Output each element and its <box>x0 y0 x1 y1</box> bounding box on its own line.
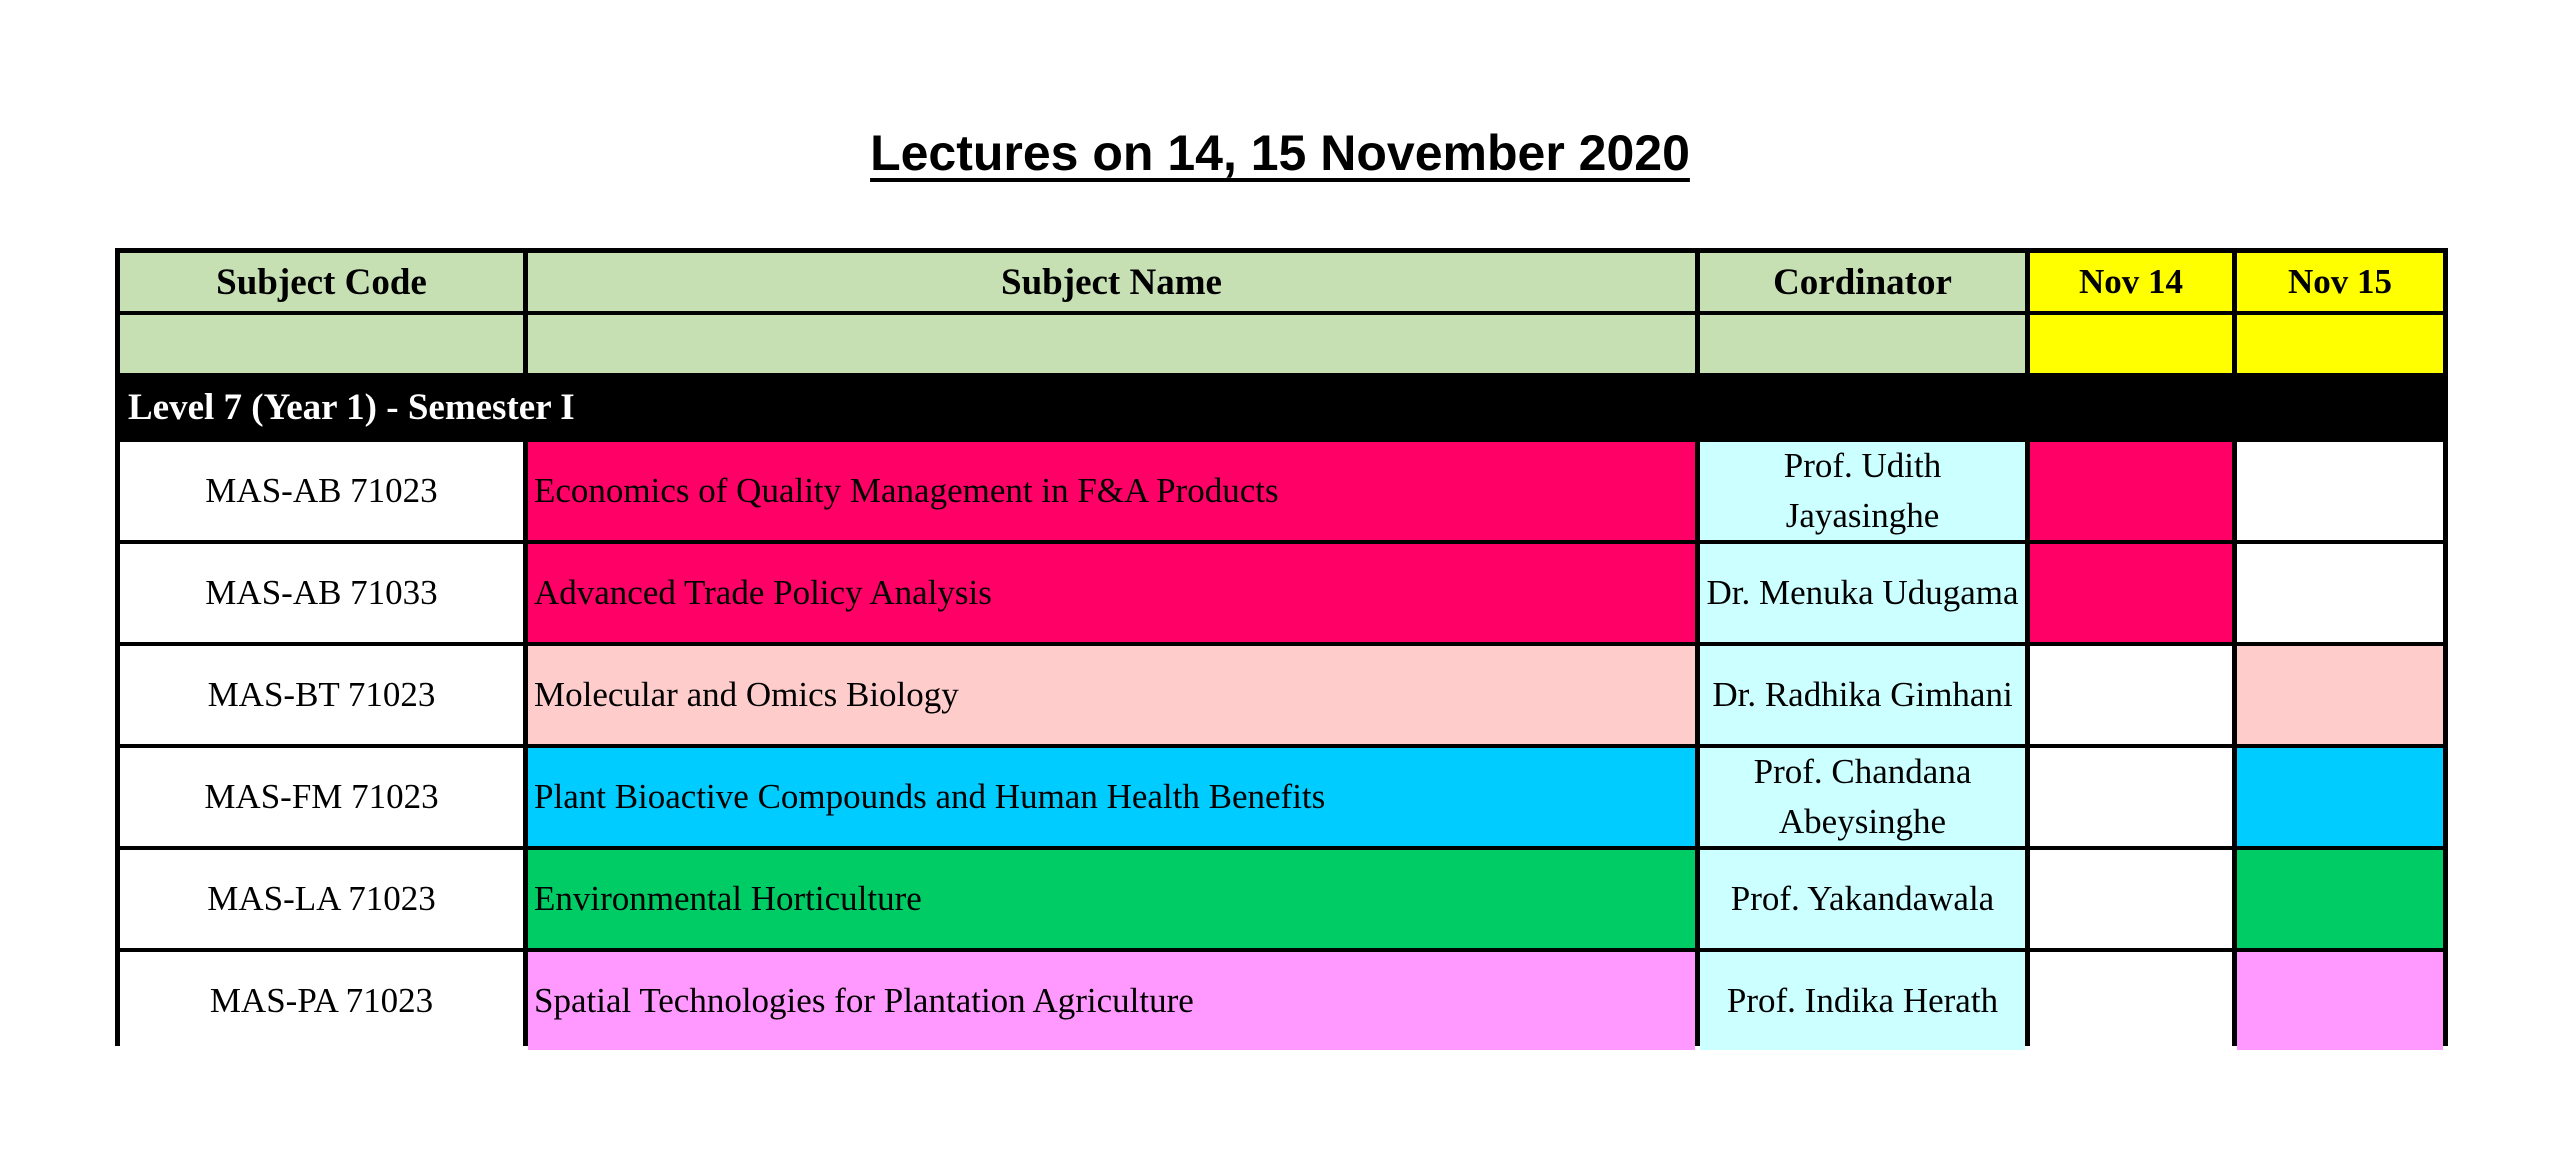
nov-14-cell <box>2030 646 2232 744</box>
subject-name-cell: Molecular and Omics Biology <box>528 646 1695 744</box>
subject-code-cell: MAS-AB 71033 <box>120 544 523 642</box>
header-spacer-nov-14 <box>2030 315 2232 373</box>
nov-15-cell <box>2237 646 2443 744</box>
subject-code-cell: MAS-AB 71023 <box>120 442 523 540</box>
section-label: Level 7 (Year 1) - Semester I <box>120 377 2443 438</box>
subject-code-cell: MAS-FM 71023 <box>120 748 523 846</box>
nov-15-cell <box>2237 952 2443 1050</box>
header-spacer-nov-15 <box>2237 315 2443 373</box>
lecture-schedule-table <box>115 248 2448 1046</box>
header-spacer-name <box>528 315 1695 373</box>
coordinator-cell: Prof. Chandana Abeysinghe <box>1700 748 2025 846</box>
nov-15-cell <box>2237 544 2443 642</box>
subject-name-cell: Economics of Quality Management in F&A Products <box>528 442 1695 540</box>
header-subject-code: Subject Code <box>120 253 523 311</box>
header-subject-name: Subject Name <box>528 253 1695 311</box>
page-title: Lectures on 14, 15 November 2020 <box>870 125 1690 181</box>
coordinator-cell: Dr. Menuka Udugama <box>1700 544 2025 642</box>
nov-15-cell <box>2237 442 2443 540</box>
nov-14-cell <box>2030 442 2232 540</box>
nov-15-cell <box>2237 850 2443 948</box>
nov-15-cell <box>2237 748 2443 846</box>
coordinator-cell: Dr. Radhika Gimhani <box>1700 646 2025 744</box>
nov-14-cell <box>2030 850 2232 948</box>
subject-code-cell: MAS-PA 71023 <box>120 952 523 1050</box>
coordinator-cell: Prof. Udith Jayasinghe <box>1700 442 2025 540</box>
header-nov-14: Nov 14 <box>2030 253 2232 311</box>
subject-code-cell: MAS-LA 71023 <box>120 850 523 948</box>
nov-14-cell <box>2030 952 2232 1050</box>
subject-name-cell: Environmental Horticulture <box>528 850 1695 948</box>
header-coordinator: Cordinator <box>1700 253 2025 311</box>
nov-14-cell <box>2030 544 2232 642</box>
header-nov-15: Nov 15 <box>2237 253 2443 311</box>
subject-name-cell: Plant Bioactive Compounds and Human Health Benefits <box>528 748 1695 846</box>
subject-code-cell: MAS-BT 71023 <box>120 646 523 744</box>
coordinator-cell: Prof. Yakandawala <box>1700 850 2025 948</box>
subject-name-cell: Advanced Trade Policy Analysis <box>528 544 1695 642</box>
header-spacer-coordinator <box>1700 315 2025 373</box>
subject-name-cell: Spatial Technologies for Plantation Agriculture <box>528 952 1695 1050</box>
coordinator-cell: Prof. Indika Herath <box>1700 952 2025 1050</box>
header-spacer-code <box>120 315 523 373</box>
nov-14-cell <box>2030 748 2232 846</box>
